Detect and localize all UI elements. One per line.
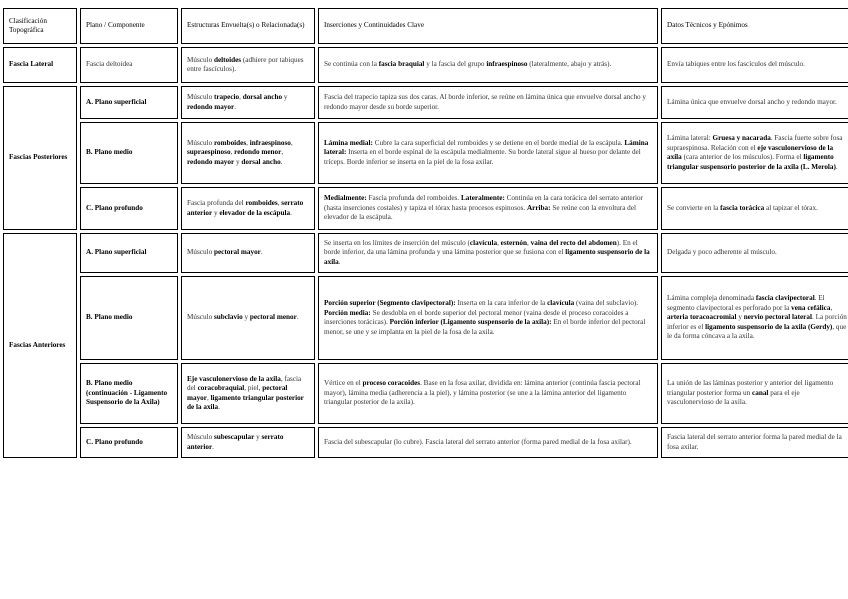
technical-data-cell: La unión de las láminas posterior y anterior del ligamento triangular posterior forma un canal para el eje vasculonervioso de la axila.: [661, 363, 848, 424]
plane-cell: B. Plano medio: [80, 276, 178, 360]
table-header-row: [3, 8, 848, 44]
table-row: [3, 363, 848, 424]
insertions-cell: Fascia del trapecio tapiza sus dos caras. Al borde inferior, se reúne en lámina única que envuelve dorsal ancho y redondo mayor desde su borde superior.: [318, 86, 658, 119]
structures-cell: Músculo romboides, infraespinoso, supraespinoso, redondo menor, redondo mayor y dorsal ancho.: [181, 122, 315, 184]
technical-data-cell: Se convierte en la fascia torácica al tapizar el tórax.: [661, 187, 848, 230]
table-row: [3, 276, 848, 360]
structures-cell: Músculo subclavio y pectoral menor.: [181, 276, 315, 360]
table-row: [3, 233, 848, 273]
table-row: [3, 86, 848, 119]
technical-data-cell: Lámina única que envuelve dorsal ancho y redondo mayor.: [661, 86, 848, 119]
plane-cell: C. Plano profundo: [80, 187, 178, 230]
header-classification: Clasificación Topográfica: [3, 8, 77, 44]
group-label-anterior: Fascias Anteriores: [3, 233, 77, 458]
insertions-cell: Fascia del subescapular (lo cubre). Fascia lateral del serrato anterior (forma pared medial de la fosa axilar).: [318, 427, 658, 458]
table-row: [3, 47, 848, 83]
plane-cell: Fascia deltoidea: [80, 47, 178, 83]
group-label-lateral: Fascia Lateral: [3, 47, 77, 83]
fascia-classification-table: [0, 5, 848, 461]
header-insertions: Inserciones y Continuidades Clave: [318, 8, 658, 44]
table-row: [3, 187, 848, 230]
insertions-cell: Lámina medial: Cubre la cara superficial del romboides y se detiene en el borde medial de la escápula. Lámina lateral: Inserta en el borde espinal de la escápula medialmente. Su borde lateral sigue al hueso por delante del tríceps. Borde inferior se inserta en la piel de la fosa axilar.: [318, 122, 658, 184]
technical-data-cell: Lámina lateral: Gruesa y nacarada. Fascia fuerte sobre fosa supraespinosa. Relación con el eje vasculonervioso de la axila (cara anterior de los músculos). Forma el ligamento triangular suspensorio posterior de la axila (L. Merola).: [661, 122, 848, 184]
structures-cell: Fascia profunda del romboides, serrato anterior y elevador de la escápula.: [181, 187, 315, 230]
insertions-cell: Se continúa con la fascia braquial y la fascia del grupo infraespinoso (lateralmente, abajo y atrás).: [318, 47, 658, 83]
insertions-cell: Se inserta en los límites de inserción del músculo (clavícula, esternón, vaina del recto del abdomen). En el borde inferior, da una lámina profunda y una lámina posterior que se fusiona con el ligamento suspensorio de la axila.: [318, 233, 658, 273]
insertions-cell: Porción superior (Segmento clavipectoral): Inserta en la cara inferior de la clavícula (vaina del subclavio). Porción media: Se desdobla en el borde superior del pectoral menor (vaina desde el proceso coracoides a inserciones torácicas). Porción inferior (Ligamento suspensorio de la axila): En el borde inferior del pectoral menor, se une y se implanta en la piel de la fosa de la axila.: [318, 276, 658, 360]
plane-cell: B. Plano medio: [80, 122, 178, 184]
technical-data-cell: Fascia lateral del serrato anterior forma la pared medial de la fosa axilar.: [661, 427, 848, 458]
technical-data-cell: Envía tabiques entre los fascículos del músculo.: [661, 47, 848, 83]
structures-cell: Músculo subescapular y serrato anterior.: [181, 427, 315, 458]
structures-cell: Músculo trapecio, dorsal ancho y redondo mayor.: [181, 86, 315, 119]
insertions-cell: Vértice en el proceso coracoides. Base en la fosa axilar, dividida en: lámina anterior (continúa fascia pectoral mayor), lámina media (adherencia a la piel), y lámina posterior (se une a la lámina anterior del ligamento triangular posterior de la axila).: [318, 363, 658, 424]
header-structures: Estructuras Envuelta(s) o Relacionada(s): [181, 8, 315, 44]
insertions-cell: Medialmente: Fascia profunda del romboides. Lateralmente: Continúa en la cara torácica del serrato anterior (hasta inserciones costales) y tapiza el tórax hasta procesos espinosos. Arriba: Se reúne con la envoltura del elevador de la escápula.: [318, 187, 658, 230]
table-row: [3, 122, 848, 184]
structures-cell: Músculo deltoides (adhiere por tabiques entre fascículos).: [181, 47, 315, 83]
technical-data-cell: Delgada y poco adherente al músculo.: [661, 233, 848, 273]
header-plane: Plano / Componente: [80, 8, 178, 44]
table-row: [3, 427, 848, 458]
group-label-posterior: Fascias Posteriores: [3, 86, 77, 230]
plane-cell: A. Plano superficial: [80, 233, 178, 273]
structures-cell: Eje vasculonervioso de la axila, fascia del coracobraquial, piel, pectoral mayor, ligamento triangular posterior de la axila.: [181, 363, 315, 424]
plane-cell: A. Plano superficial: [80, 86, 178, 119]
technical-data-cell: Lámina compleja denominada fascia clavipectoral. El segmento clavipectoral es perforado por la vena cefálica, arteria toracoacromial y nervio pectoral lateral. La porción inferior es el ligamento suspensorio de la axila (Gerdy), que le da forma cóncava a la axila.: [661, 276, 848, 360]
header-technical-data: Datos Técnicos y Epónimos: [661, 8, 848, 44]
plane-cell: C. Plano profundo: [80, 427, 178, 458]
plane-cell: B. Plano medio (continuación - Ligamento Suspensorio de la Axila): [80, 363, 178, 424]
structures-cell: Músculo pectoral mayor.: [181, 233, 315, 273]
